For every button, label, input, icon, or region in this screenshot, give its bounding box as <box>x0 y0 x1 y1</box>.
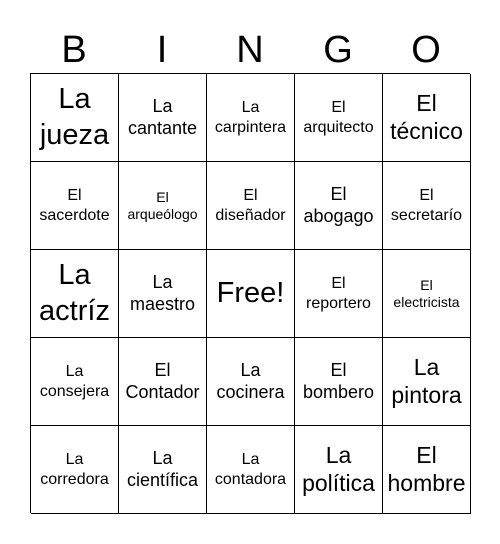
cell-text-line: arquitecto <box>303 118 374 136</box>
bingo-cell[interactable] <box>383 250 471 338</box>
cell-text-line: hombre <box>387 469 466 496</box>
cell-text-line: El <box>156 188 169 205</box>
bingo-cell[interactable] <box>31 250 119 338</box>
free-space-cell[interactable] <box>207 250 295 338</box>
header-letter: N <box>236 29 264 71</box>
cell-text-line: corredora <box>40 470 109 488</box>
bingo-cell[interactable] <box>295 338 383 426</box>
cell-text-line: El <box>330 183 347 204</box>
cell-text-line: diseñador <box>215 206 286 224</box>
cell-text-line: El <box>416 441 437 468</box>
cell-text-line: bombero <box>302 381 375 402</box>
bingo-cell[interactable] <box>119 162 207 250</box>
cell-text-line: La <box>241 99 260 117</box>
cell-text-line: sacerdote <box>39 206 110 224</box>
cell-text-line: El <box>154 359 171 380</box>
bingo-cell[interactable] <box>207 74 295 162</box>
cell-text-line: La <box>58 259 91 292</box>
bingo-cell[interactable] <box>295 250 383 338</box>
bingo-cell[interactable] <box>207 162 295 250</box>
cell-text-line: contadora <box>214 470 287 488</box>
bingo-cell[interactable] <box>119 74 207 162</box>
cell-text-line: El <box>419 187 434 205</box>
cell-text-line: El <box>330 359 347 380</box>
bingo-cell[interactable] <box>383 74 471 162</box>
bingo-cell[interactable] <box>295 162 383 250</box>
cell-text-line: La <box>152 271 173 292</box>
bingo-cell[interactable] <box>31 74 119 162</box>
cell-text-line: política <box>302 469 375 496</box>
bingo-cell[interactable] <box>207 426 295 514</box>
bingo-cell[interactable] <box>383 338 471 426</box>
cell-text-line: consejera <box>39 382 110 400</box>
bingo-cell[interactable] <box>119 250 207 338</box>
cell-text-line: secretarío <box>390 206 463 224</box>
header-letter: I <box>156 29 168 71</box>
bingo-cell[interactable] <box>207 338 295 426</box>
cell-text-line: El <box>67 187 82 205</box>
cell-text-line: pintora <box>391 381 462 408</box>
cell-text-line: reportero <box>306 294 371 312</box>
header-letter: B <box>61 29 87 71</box>
cell-text-line: cantante <box>127 117 198 138</box>
bingo-cell[interactable] <box>31 162 119 250</box>
cell-text-line: La <box>413 353 440 380</box>
cell-text-line: técnico <box>390 117 463 144</box>
cell-text-line: científica <box>126 469 199 490</box>
bingo-cell[interactable] <box>119 338 207 426</box>
bingo-header <box>30 28 470 72</box>
cell-text-line: abogago <box>303 205 374 226</box>
cell-text-line: El <box>243 187 258 205</box>
cell-text-line: La <box>325 441 352 468</box>
cell-text-line: La <box>58 83 91 116</box>
bingo-grid <box>30 73 470 513</box>
bingo-cell[interactable] <box>295 426 383 514</box>
cell-text-line: carpintera <box>214 118 287 136</box>
cell-text-line: arqueólogo <box>127 205 198 222</box>
cell-text-line: La <box>152 95 173 116</box>
header-letter: G <box>323 29 353 71</box>
cell-text-line: jueza <box>39 118 110 151</box>
bingo-cell[interactable] <box>119 426 207 514</box>
cell-text-line: La <box>65 363 84 381</box>
cell-text-line: Free! <box>216 276 285 309</box>
cell-text-line: electricista <box>393 293 460 310</box>
bingo-cell[interactable] <box>383 426 471 514</box>
cell-text-line: La <box>241 451 260 469</box>
cell-text-line: El <box>420 276 433 293</box>
bingo-cell[interactable] <box>31 338 119 426</box>
bingo-cell[interactable] <box>31 426 119 514</box>
cell-text-line: maestro <box>129 293 196 314</box>
cell-text-line: El <box>416 89 437 116</box>
cell-text-line: El <box>331 99 346 117</box>
cell-text-line: La <box>152 447 173 468</box>
bingo-cell[interactable] <box>295 74 383 162</box>
cell-text-line: Contador <box>125 381 200 402</box>
cell-text-line: actríz <box>39 294 110 327</box>
cell-text-line: La <box>65 451 84 469</box>
cell-text-line: cocinera <box>216 381 285 402</box>
cell-text-line: El <box>331 275 346 293</box>
cell-text-line: La <box>240 359 261 380</box>
header-letter: O <box>411 29 441 71</box>
bingo-cell[interactable] <box>383 162 471 250</box>
